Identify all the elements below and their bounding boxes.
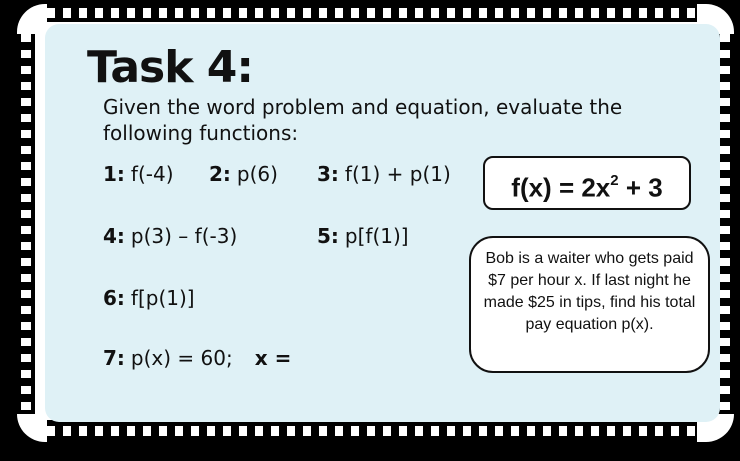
worksheet-frame xyxy=(17,4,734,442)
question-expression: p(3) – f(-3) xyxy=(130,224,238,248)
question-number: 1: xyxy=(103,162,125,186)
question-expression: p[f(1)] xyxy=(344,224,409,248)
question-7 xyxy=(103,346,297,370)
answer-label: x = xyxy=(254,346,292,370)
question-number: 5: xyxy=(317,224,339,248)
question-3 xyxy=(317,162,451,186)
question-5 xyxy=(317,224,409,248)
question-number: 6: xyxy=(103,286,125,310)
checkered-border-left xyxy=(17,34,35,414)
question-number: 4: xyxy=(103,224,125,248)
question-number: 7: xyxy=(103,346,125,370)
question-number: 3: xyxy=(317,162,339,186)
formula-rhs: + 3 xyxy=(618,172,663,203)
question-4 xyxy=(103,224,237,248)
question-expression: p(6) xyxy=(236,162,278,186)
question-number: 2: xyxy=(209,162,231,186)
question-2 xyxy=(209,162,278,186)
instructions: Given the word problem and equation, evaluate the following functions: xyxy=(103,95,623,145)
question-expression: f[p(1)] xyxy=(130,286,195,310)
checkered-border-bottom xyxy=(47,420,697,442)
formula-lhs: f(x) = 2x xyxy=(511,172,611,203)
task-title: Task 4: xyxy=(87,42,254,93)
checkered-border-top xyxy=(47,4,697,22)
word-problem: Bob is a waiter who gets paid $7 per hour x. If last night he made $25 in tips, find his total pay equation p(x). xyxy=(469,236,710,373)
question-expression: f(1) + p(1) xyxy=(344,162,451,186)
function-formula xyxy=(483,156,691,210)
formula-exponent: 2 xyxy=(610,172,619,189)
question-expression: f(-4) xyxy=(130,162,174,186)
task-card xyxy=(45,24,720,422)
question-1 xyxy=(103,162,174,186)
question-6 xyxy=(103,286,195,310)
question-expression: p(x) = 60; xyxy=(130,346,233,370)
